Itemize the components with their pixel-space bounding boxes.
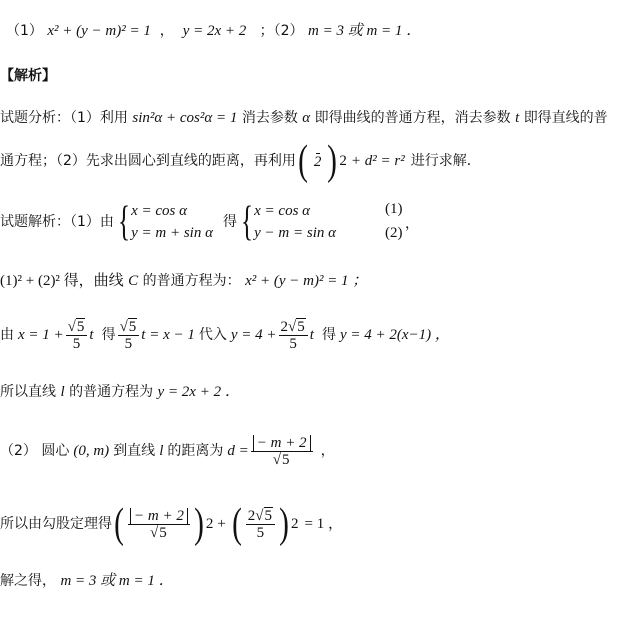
m-values: m = 3 或 m = 1 ． — [307, 23, 422, 39]
den5-c: 5 — [289, 335, 297, 352]
line-text-a: 所以直线 — [0, 384, 56, 400]
curve-c: C — [128, 273, 139, 289]
curve-equation: x² + (y − m)² = 1 ； — [245, 273, 368, 289]
analysis-line2-suffix: 进行求解． — [410, 153, 481, 169]
pythag-tail: + d² = r² — [350, 153, 405, 169]
trig-identity: sin²α + cos²α = 1 — [132, 110, 238, 126]
y-equals: y = 4 + — [230, 327, 277, 343]
solution-line-7 — [0, 572, 174, 590]
analysis-heading: 【解析】 — [0, 68, 56, 84]
abs-content-1: − m + 2 — [253, 435, 311, 451]
system2-row1: x = cos α — [254, 203, 311, 219]
alpha-symbol: α — [302, 110, 311, 126]
l-symbol: l — [60, 384, 65, 400]
de-text: 得 — [222, 214, 237, 230]
two-coef-2: 2 — [247, 507, 256, 524]
analysis-line-1 — [0, 109, 608, 127]
sqrt5-c: 5 — [297, 318, 305, 335]
line-equation-final: y = 2x + 2 ． — [157, 384, 240, 400]
sqrt5-e: 5 — [159, 524, 167, 541]
analysis-text-c: 即得直线的普 — [523, 110, 608, 126]
d-equals: d = — [227, 443, 249, 459]
result-y: y = 4 + 2(x−1) ， — [339, 327, 450, 343]
circle-equation: x² + (y − m)² = 1 — [47, 23, 151, 39]
solve-text: 解之得， — [0, 573, 56, 589]
dist-text-b: 的距离为 — [167, 443, 224, 459]
solution-intro: 试题解析：（1）由 — [0, 214, 114, 230]
l-symbol-2: l — [159, 443, 164, 459]
system2-row2: y − m = sin α — [254, 225, 337, 241]
squares-text: (1)² + (2)² 得，曲线 — [0, 273, 124, 289]
sqrt5-d: 5 — [282, 451, 290, 468]
final-answer: m = 3 或 m = 1 ． — [60, 573, 174, 589]
part1-label: （1） — [6, 23, 43, 39]
solution-line-1: 试题解析：（1）由 { x = cos α y = m + sin α 得 { x = cos α y − m = sin α — [0, 199, 337, 245]
den5-b: 5 — [124, 335, 133, 352]
curve-text: 的普通方程为： — [142, 273, 241, 289]
sqrt5-b: 5 — [128, 318, 137, 335]
solution-line-6: 所以由勾股定理得 ( $\frac{- m + 2}{√5}$ ) 2 + ( $\frac{2√5}{5}$ ) 2 = 1 ， — [0, 501, 343, 547]
t-a: t — [89, 327, 94, 343]
dist-text-a: 到直线 — [113, 443, 156, 459]
den5-f: 5 — [256, 524, 265, 541]
get-text-2: 得 — [321, 327, 336, 343]
eq-number-2: (2) — [385, 225, 403, 241]
equals-one: = 1 ， — [304, 516, 343, 532]
part2-label: ；（2） — [259, 23, 304, 39]
t-b: t — [309, 327, 314, 343]
solution-line-2 — [0, 272, 367, 290]
den5-a: 5 — [72, 335, 81, 352]
eq-number-1: (1) — [385, 201, 403, 217]
analysis-text-b: 即得曲线的普通方程，消去参数 — [314, 110, 511, 126]
two-coef: 2 — [280, 318, 289, 335]
part2-intro: （2） 圆心 — [0, 443, 70, 459]
analysis-prefix: 试题分析：（1）利用 — [0, 110, 128, 126]
abs-content-2: − m + 2 — [130, 508, 188, 524]
system1-row1: x = cos α — [131, 203, 187, 219]
system-comma: ， — [405, 216, 419, 232]
t-symbol: t — [515, 110, 520, 126]
solution-line-3: 由 x = 1 + $\frac{√5}{5}$ t 得 $\frac{√5}{5}$ t = x − 1 代入 y = 4 + $\frac{2√5}{5}$ t 得 y = 4 + 2(x−1) ， — [0, 318, 450, 352]
subst-text: 代入 — [198, 327, 227, 343]
line-equation: y = 2x + 2 — [182, 23, 247, 39]
get-text-1: 得 — [101, 327, 116, 343]
system1-row2: y = m + sin α — [131, 225, 213, 241]
frac-2: 2 — [313, 153, 322, 170]
t-equation: t = x − 1 — [141, 327, 195, 343]
line-text-b: 的普通方程为 — [69, 384, 154, 400]
answer-line: （1） x² + (y − m)² = 1 ， y = 2x + 2 ；（2） m = 3 或 m = 1 ． — [6, 23, 422, 39]
center-point: (0, m) — [73, 443, 110, 459]
pyth-text: 所以由勾股定理得 — [0, 516, 112, 532]
sqrt5-f: 5 — [264, 507, 273, 524]
solution-line-5: （2） 圆心 (0, m) 到直线 l 的距离为 d = $\frac{- m + 2}{√5}$ ， — [0, 434, 335, 468]
solution-line-4 — [0, 383, 240, 401]
from-text: 由 — [0, 327, 14, 343]
analysis-line2-prefix: 通方程；（2）先求出圆心到直线的距离，再利用 — [0, 153, 296, 169]
sqrt5-a: 5 — [76, 318, 85, 335]
x-equals: x = 1 + — [18, 327, 64, 343]
analysis-line-2: 通方程；（2）先求出圆心到直线的距离，再利用 ( 2 ) 2 + d² = r² 进行求解． — [0, 138, 481, 184]
analysis-text-a: 消去参数 — [241, 110, 298, 126]
